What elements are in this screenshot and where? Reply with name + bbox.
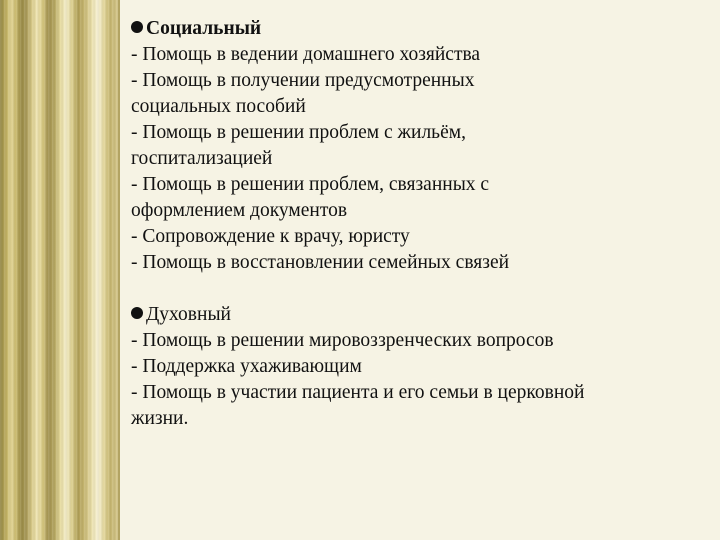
list-item: - Поддержка ухаживающим bbox=[131, 356, 362, 377]
slide-content bbox=[131, 16, 706, 432]
decorative-gold-stripe-panel bbox=[0, 0, 118, 540]
bullet-dot-icon bbox=[131, 307, 143, 319]
list-item: - Помощь в решении проблем, связанных с оформлением документов bbox=[131, 174, 490, 221]
list-item: - Помощь в ведении домашнего хозяйства bbox=[131, 44, 481, 65]
section-spiritual bbox=[131, 302, 706, 432]
list-item: - Помощь в решении мировоззренческих вопросов bbox=[131, 330, 554, 351]
section-heading-text: Духовный bbox=[146, 304, 231, 325]
section-heading bbox=[131, 16, 706, 42]
list-item: - Помощь в получении предусмотренных социальных пособий bbox=[131, 70, 475, 117]
list-item: - Помощь в решении проблем с жильём, госпитализацией bbox=[131, 122, 466, 169]
list-item: - Помощь в участии пациента и его семьи в церковной жизни. bbox=[131, 382, 585, 429]
sidebar-divider bbox=[118, 0, 120, 540]
section-heading-text: Социальный bbox=[146, 18, 262, 39]
list-item: - Сопровождение к врачу, юристу bbox=[131, 226, 410, 247]
bullet-dot-icon bbox=[131, 21, 143, 33]
list-item: - Помощь в восстановлении семейных связей bbox=[131, 252, 510, 273]
section-heading bbox=[131, 302, 706, 328]
section-social bbox=[131, 16, 706, 276]
